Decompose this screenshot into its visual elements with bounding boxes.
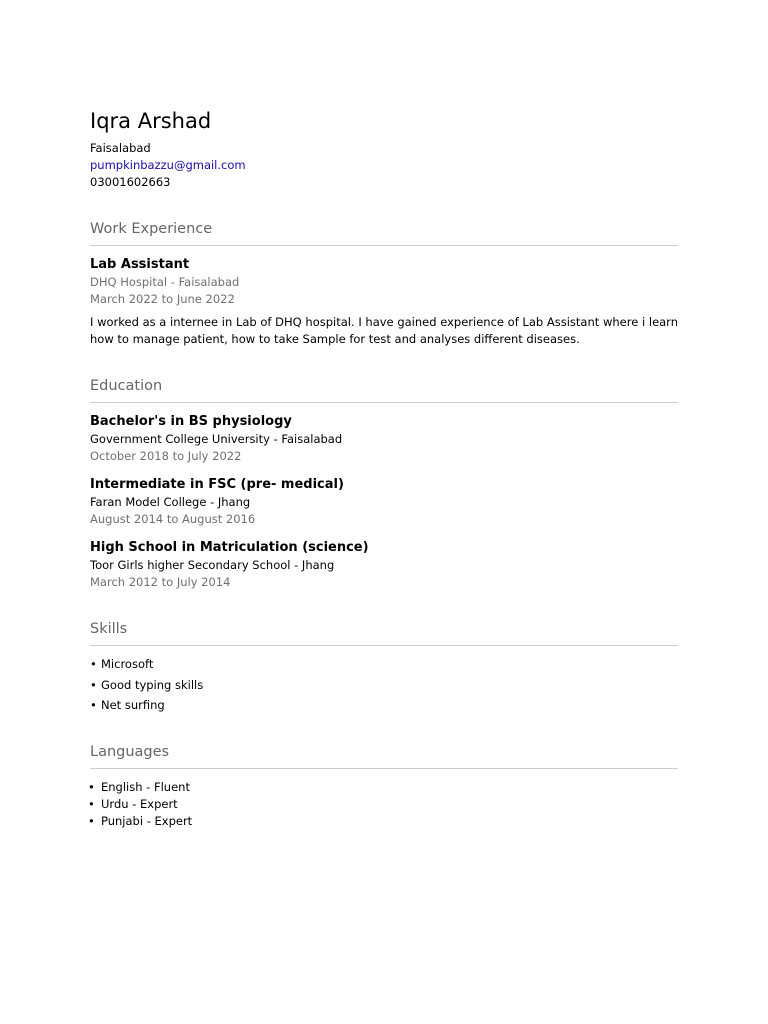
education-dates: August 2014 to August 2016 xyxy=(90,512,256,526)
candidate-city: Faisalabad xyxy=(90,141,151,155)
education-school: Toor Girls higher Secondary School - Jhang xyxy=(90,558,335,572)
skill-label: Microsoft xyxy=(101,657,154,671)
work-entry xyxy=(90,256,678,348)
work-place: DHQ Hospital - Faisalabad xyxy=(90,275,240,289)
language-label: Urdu - Expert xyxy=(101,797,178,811)
education-degree: Bachelor's in BS physiology xyxy=(90,414,292,429)
skills-section xyxy=(90,619,678,714)
bullet-icon: • xyxy=(88,814,95,828)
list-item xyxy=(90,697,678,714)
languages-list xyxy=(90,779,678,830)
bullet-icon: • xyxy=(90,657,97,671)
education-section xyxy=(90,376,678,591)
candidate-name: Iqra Arshad xyxy=(90,109,212,133)
education-school: Faran Model College - Jhang xyxy=(90,495,251,509)
language-label: English - Fluent xyxy=(101,780,190,794)
resume-header xyxy=(90,106,678,191)
education-school: Government College University - Faisalabad xyxy=(90,432,343,446)
list-item xyxy=(90,779,678,796)
education-degree: Intermediate in FSC (pre- medical) xyxy=(90,477,344,492)
bullet-icon: • xyxy=(88,797,95,811)
list-item xyxy=(90,813,678,830)
bullet-icon: • xyxy=(90,698,97,712)
work-experience-section xyxy=(90,219,678,348)
skill-label: Good typing skills xyxy=(101,677,204,692)
education-entry xyxy=(90,539,678,591)
education-dates: March 2012 to July 2014 xyxy=(90,575,231,589)
skills-list xyxy=(90,656,678,714)
bullet-icon: • xyxy=(90,677,97,692)
education-dates: October 2018 to July 2022 xyxy=(90,449,242,463)
list-item xyxy=(90,796,678,813)
candidate-phone: 03001602663 xyxy=(90,175,171,189)
work-role: Lab Assistant xyxy=(90,257,190,272)
bullet-icon: • xyxy=(88,780,95,794)
languages-section xyxy=(90,742,678,830)
language-label: Punjabi - Expert xyxy=(101,814,193,828)
list-item xyxy=(90,677,678,694)
section-title-work: Work Experience xyxy=(90,219,678,246)
education-entry xyxy=(90,413,678,465)
education-degree: High School in Matriculation (science) xyxy=(90,540,369,555)
section-title-skills: Skills xyxy=(90,619,678,646)
list-item xyxy=(90,656,678,673)
work-dates: March 2022 to June 2022 xyxy=(90,292,235,306)
candidate-email-link[interactable]: pumpkinbazzu@gmail.com xyxy=(90,158,246,172)
work-description: I worked as a internee in Lab of DHQ hospital. I have gained experience of Lab Assistant where i learn how to manage patient, how to take Sample for test and analyses different diseases. xyxy=(90,315,678,346)
education-entry xyxy=(90,476,678,528)
skill-label: Net surfing xyxy=(101,698,165,712)
section-title-languages: Languages xyxy=(90,742,678,769)
section-title-education: Education xyxy=(90,376,678,403)
resume-content xyxy=(90,106,678,830)
